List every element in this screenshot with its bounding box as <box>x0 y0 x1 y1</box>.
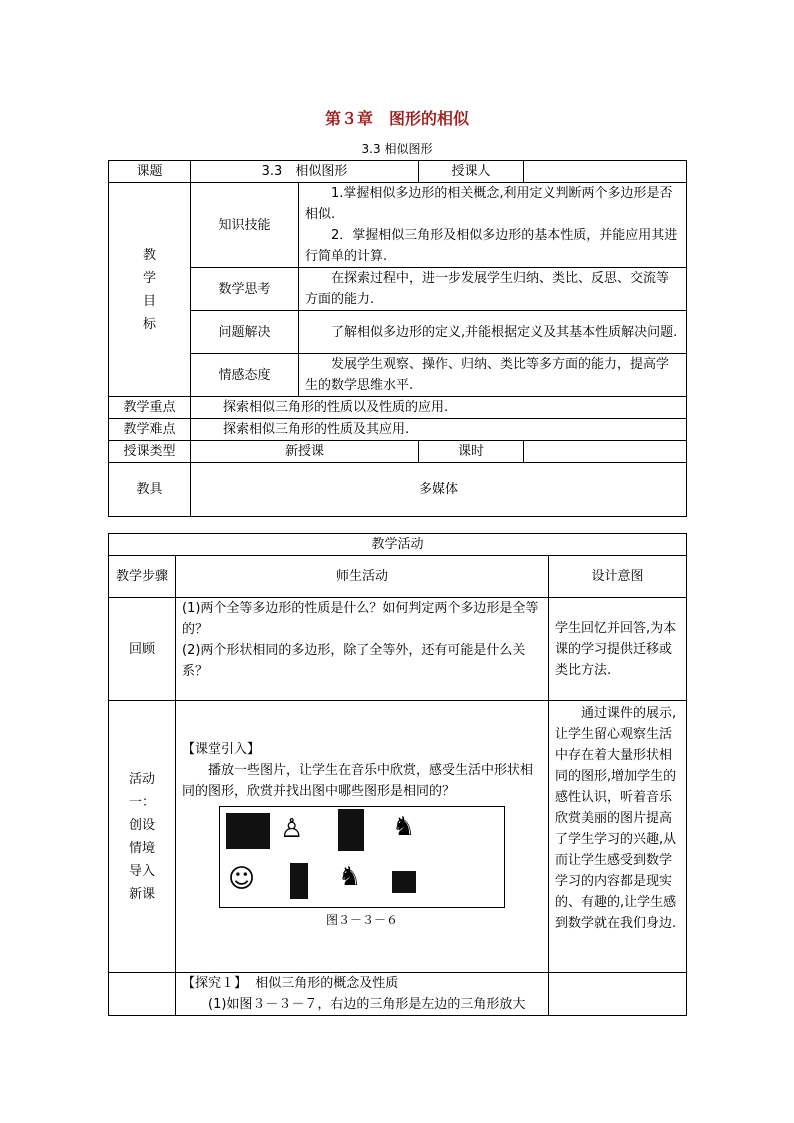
activity-table <box>108 533 687 1016</box>
row-review-step: 回顾 <box>109 598 176 701</box>
explore-text: (1)如图３－３－７，右边的三角形是左边的三角形放大 <box>208 997 526 1012</box>
explore-section-title: 相似三角形的概念及性质 <box>255 976 399 991</box>
intro-text: 播放一些图片，让学生在音乐中欣赏，感受生活中形状相同的图形，欣赏并找出图中哪些图形是相同的？ <box>182 763 534 799</box>
objective-attitude-label: 情感态度 <box>191 354 299 397</box>
difficulty-value: 探索相似三角形的性质及其应用. <box>191 419 687 441</box>
panda-mascot-icon: ♞ <box>338 862 362 892</box>
topic-label: 课题 <box>109 161 191 183</box>
row-intro-intent: 通过课件的展示,让学生留心观察生活中存在着大量形状相同的图形,增加学生的感性认识，听着音乐欣赏美丽的图片提高了学生学习的兴趣,从而让学生感受到数学学习的内容都是现实的、有趣的,让学生感到数学就在我们身边. <box>549 701 687 973</box>
photo-thumb <box>338 809 364 851</box>
objective-thinking-text: 在探索过程中，进一步发展学生归纳、类比、反思、交流等方面的能力. <box>299 268 687 311</box>
hours-label: 课时 <box>419 441 524 463</box>
photo-thumb <box>226 813 270 849</box>
key-point-label: 教学重点 <box>109 397 191 419</box>
section-title: 3.3 相似图形 <box>361 142 433 156</box>
objective-problem-label: 问题解决 <box>191 311 299 354</box>
objective-knowledge-label: 知识技能 <box>191 183 299 268</box>
tools-value: 多媒体 <box>191 463 687 517</box>
row-review-intent: 学生回忆并回答,为本课的学习提供迁移或类比方法. <box>549 598 687 701</box>
photo-thumb <box>392 871 416 893</box>
figure-image-grid <box>219 806 505 908</box>
type-value: 新授课 <box>191 441 419 463</box>
col-intent-header: 设计意图 <box>549 556 687 598</box>
row-intro-activity <box>176 701 549 973</box>
objective-problem-text: 了解相似多边形的定义,并能根据定义及其基本性质解决问题. <box>299 311 687 354</box>
row-explore-intent <box>549 973 687 1016</box>
objective-knowledge-text: 1.掌握相似多边形的相关概念,利用定义判断两个多边形是否相似. 2．掌握相似三角形及相似多边形的基本性质，并能应用其进行简单的计算. <box>299 183 687 268</box>
objectives-label: 教 学 目 标 <box>109 183 191 397</box>
objective-attitude-text: 发展学生观察、操作、归纳、类比等多方面的能力，提高学生的数学思维水平. <box>299 354 687 397</box>
chapter-title: 第３章 图形的相似 <box>324 109 469 128</box>
col-activity-header: 师生活动 <box>176 556 549 598</box>
row-explore-step <box>109 973 176 1016</box>
row-intro-step: 活动 一： 创设 情境 导入 新课 <box>109 701 176 973</box>
objective-thinking-label: 数学思考 <box>191 268 299 311</box>
panda-mascot-icon: ♞ <box>392 812 416 842</box>
lesson-info-table <box>108 160 687 517</box>
col-step-header: 教学步骤 <box>109 556 176 598</box>
row-review-activity: (1)两个全等多边形的性质是什么？如何判定两个多边形是全等的？ (2)两个形状相同的多边形，除了全等外，还有可能是什么关系？ <box>176 598 549 701</box>
figure-caption: 图３－３－６ <box>325 913 398 927</box>
teacher-label: 授课人 <box>419 161 524 183</box>
type-label: 授课类型 <box>109 441 191 463</box>
mascot-figure-icon: ♙ <box>280 814 304 844</box>
bird-mascot-icon: ☺ <box>228 864 256 894</box>
photo-thumb <box>290 863 308 899</box>
tools-label: 教具 <box>109 463 191 517</box>
row-explore-activity <box>176 973 549 1016</box>
activity-header: 教学活动 <box>109 534 687 556</box>
explore-section-head: 【探究１】 <box>182 976 248 991</box>
teacher-value <box>524 161 687 183</box>
hours-value <box>524 441 687 463</box>
difficulty-label: 教学难点 <box>109 419 191 441</box>
topic-value: 3.3 相似图形 <box>191 161 419 183</box>
key-point-value: 探索相似三角形的性质以及性质的应用. <box>191 397 687 419</box>
intro-section-head: 【课堂引入】 <box>182 742 261 757</box>
